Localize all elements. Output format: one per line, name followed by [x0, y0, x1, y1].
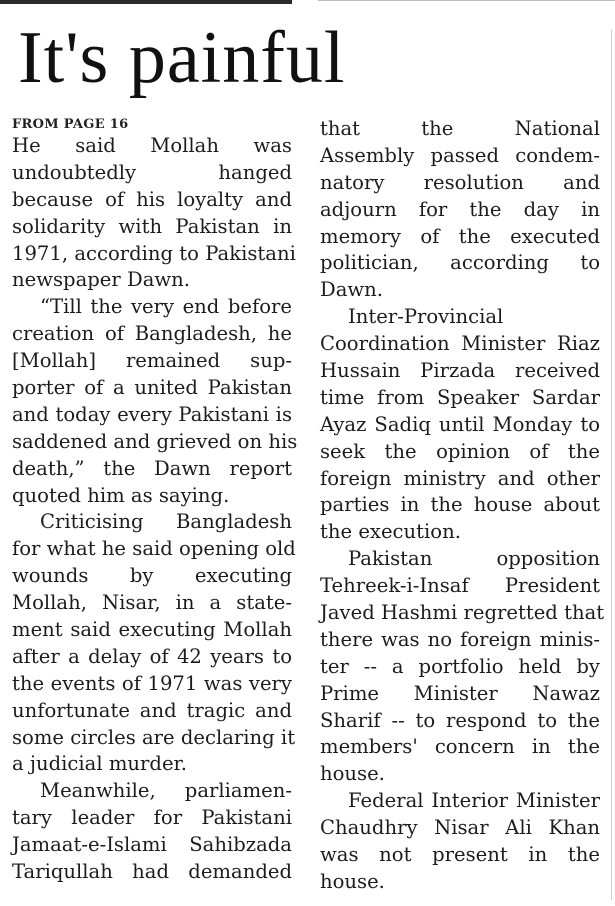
right-column-line: adjourn for the day in — [320, 197, 600, 221]
left-column-line: [Mollah] remained sup- — [12, 349, 292, 373]
right-column-line: foreign ministry and other — [320, 466, 600, 490]
right-column-line: Prime Minister Nawaz — [320, 681, 600, 705]
left-column-line: some circles are declaring it — [12, 725, 296, 749]
left-column-line: newspaper Dawn. — [12, 268, 191, 292]
right-column-line: parties in the house about — [320, 493, 600, 517]
right-column-line: Coordination Minister Riaz — [320, 332, 600, 356]
right-column — [320, 116, 605, 896]
left-column-line: “Till the very end before — [40, 295, 292, 319]
right-column-line: seek the opinion of the — [320, 439, 600, 463]
left-column-line: for what he said opening old — [12, 537, 296, 561]
right-column-line: Federal Interior Minister — [348, 789, 600, 813]
right-column-line: time from Speaker Sardar — [320, 385, 600, 409]
left-column — [12, 116, 298, 886]
right-column-line: natory resolution and — [320, 170, 600, 194]
right-column-line: politician, according to — [320, 251, 600, 275]
right-column-line: Chaudhry Nisar Ali Khan — [320, 816, 600, 840]
right-column-line: house. — [320, 869, 385, 893]
left-column-line: porter of a united Pakistan — [12, 376, 292, 400]
top-right-rule — [318, 0, 615, 1]
left-column-line: unfortunate and tragic and — [12, 698, 292, 722]
right-column-line: ter -- a portfolio held by — [320, 654, 600, 678]
left-column-line: Meanwhile, parliamen- — [40, 779, 292, 803]
left-column-line: 1971, according to Pakistani — [12, 241, 296, 265]
left-column-line: Tariqullah had demanded — [12, 860, 292, 884]
left-column-lines — [12, 133, 298, 886]
right-column-line: Pakistan opposition — [348, 547, 600, 571]
left-column-line: creation of Bangladesh, he — [12, 322, 292, 346]
left-column-line: Criticising Bangladesh — [40, 510, 292, 534]
right-column-line: Inter-Provincial — [348, 305, 504, 329]
right-column-line: Dawn. — [320, 278, 384, 302]
left-column-line: because of his loyalty and — [12, 187, 292, 211]
right-column-line: Hussain Pirzada received — [320, 359, 600, 383]
left-column-line: a judicial murder. — [12, 752, 187, 776]
right-column-lines — [320, 116, 605, 896]
left-column-line: Mollah, Nisar, in a state- — [12, 591, 292, 615]
left-column-line: saddened and grieved on his — [12, 429, 298, 453]
right-edge-line — [611, 30, 612, 900]
right-column-line: was not present in the — [320, 843, 600, 867]
right-column-line: house. — [320, 762, 385, 786]
left-column-line: solidarity with Pakistan in — [12, 214, 292, 238]
left-column-line: quoted him as saying. — [12, 483, 230, 507]
right-column-line: Ayaz Sadiq until Monday to — [320, 412, 600, 436]
right-column-line: that the National — [320, 117, 600, 140]
right-column-line: there was no foreign minis- — [320, 627, 600, 651]
right-column-line: Assembly passed condem- — [320, 143, 600, 167]
headline: It's painful — [18, 17, 346, 99]
left-column-line: He said Mollah was — [12, 134, 292, 157]
top-rule — [0, 0, 292, 4]
left-column-line: Jamaat-e-Islami Sahibzada — [12, 833, 292, 857]
left-column-line: undoubtedly hanged — [12, 160, 292, 184]
left-column-line: the events of 1971 was very — [12, 671, 292, 695]
right-column-line: Javed Hashmi regretted that — [320, 601, 605, 625]
right-column-line: Tehreek-i-Insaf President — [320, 574, 600, 598]
left-column-line: death,” the Dawn report — [12, 456, 292, 480]
left-column-line: ment said executing Mollah — [12, 618, 292, 642]
right-column-line: memory of the executed — [320, 224, 600, 248]
right-column-line: Sharif -- to respond to the — [320, 708, 600, 732]
right-column-line: members' concern in the — [320, 735, 600, 759]
left-column-line: after a delay of 42 years to — [12, 644, 292, 668]
left-column-line: and today every Pakistani is — [12, 402, 292, 426]
left-column-line: tary leader for Pakistani — [12, 806, 292, 830]
dateline: FROM PAGE 16 — [12, 117, 129, 132]
left-column-line: wounds by executing — [12, 564, 292, 588]
right-column-line: the execution. — [320, 520, 461, 544]
